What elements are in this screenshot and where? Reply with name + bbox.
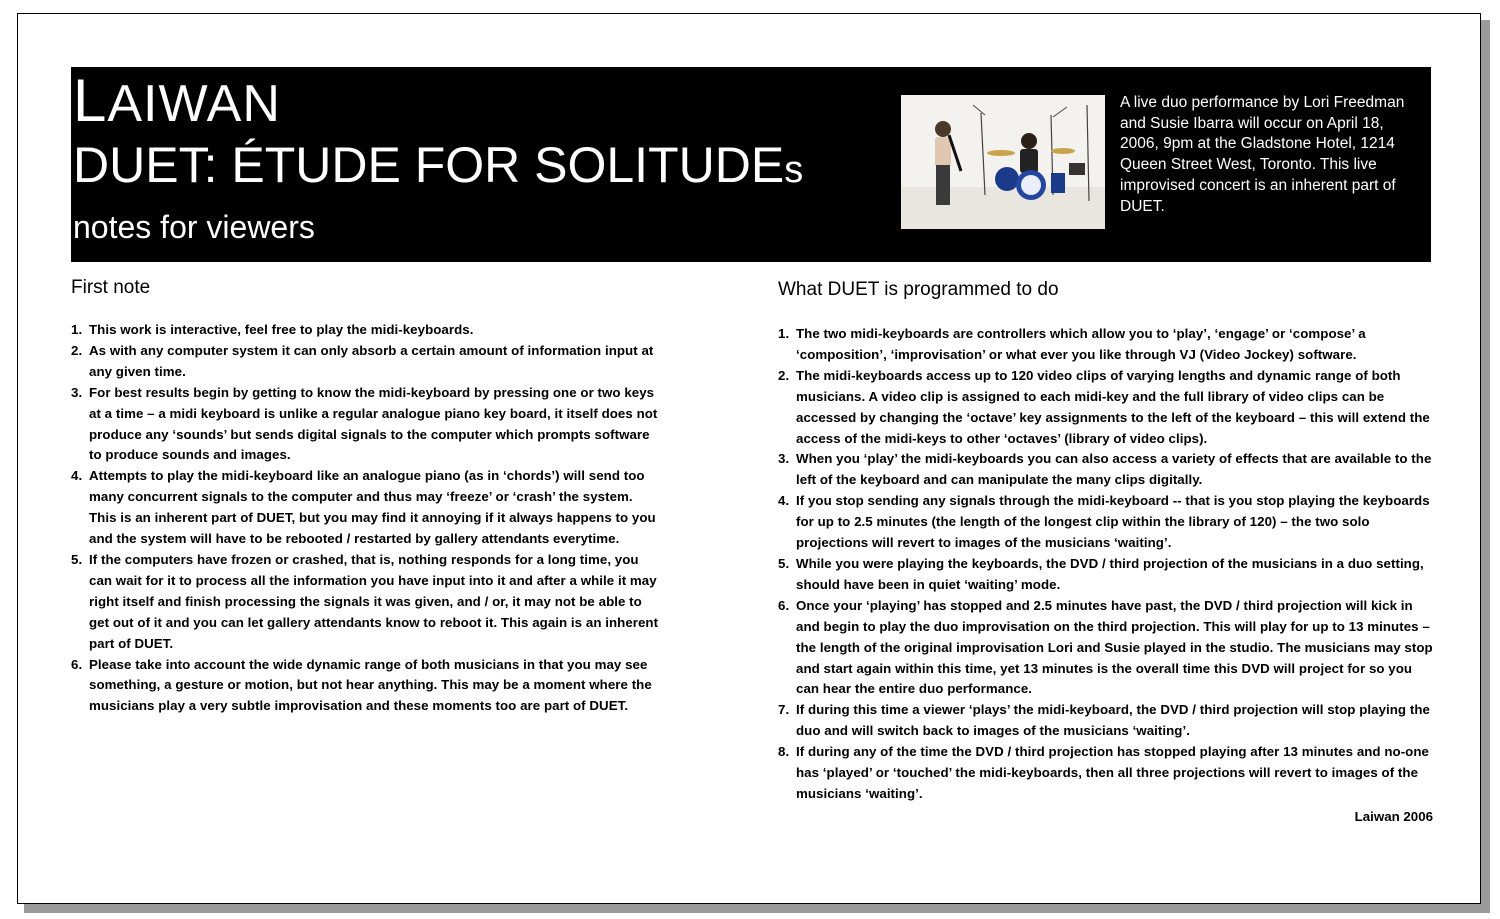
programmed-list [778, 324, 1433, 805]
list-item-text: If during any of the time the DVD / third projection has stopped playing after 13 minutes and no-one has ‘played’ or ‘touched’ the midi-keyboards, then all three projections will revert to images of the musicians ‘waiting’. [796, 744, 1429, 801]
list-item-number: 6. [778, 597, 790, 613]
list-item [71, 383, 661, 467]
musicians-photo [901, 95, 1105, 229]
list-item-text: If you stop sending any signals through the midi-keyboard -- that is you stop playing the keyboards for up to 2.5 minutes (the length of the longest clip within the library of 120) – the two solo projections will revert to images of the musicians ‘waiting’. [796, 493, 1430, 551]
list-item-number: 4. [778, 493, 790, 509]
first-note-list [71, 320, 661, 717]
list-item [71, 655, 661, 718]
first-note-heading: First note [71, 277, 151, 298]
list-item [71, 320, 661, 341]
list-item-number: 5. [71, 551, 83, 567]
list-item [778, 449, 1433, 491]
programmed-heading: What DUET is programmed to do [778, 279, 1059, 300]
list-item-number: 2. [71, 342, 83, 358]
list-item-text: Attempts to play the midi-keyboard like an analogue piano (as in ‘chords’) will send too many concurrent signals to the computer and thus may ‘freeze’ or ‘crash’ the system. This is an inherent part of DUET, but you may find it annoying if it always happens to you and the system will have to be rebooted / restarted by gallery attendants everytime. [89, 468, 656, 547]
list-item-number: 1. [778, 326, 790, 341]
signoff: Laiwan 2006 [1354, 808, 1433, 824]
list-item [71, 550, 661, 655]
list-item-text: The midi-keyboards access up to 120 video clips of varying lengths and dynamic range of both musicians. A video clip is assigned to each midi-key and the full library of video clips can be accessed by changing the ‘octave’ key assignments to the left of the keyboard – this will extend the access of the midi-keys to other ‘octaves’ (library of video clips). [796, 367, 1430, 446]
list-item [778, 324, 1433, 366]
list-item-text: For best results begin by getting to know the midi-keyboard by pressing one or two keys at a time – a midi keyboard is unlike a regular analogue piano key board, it itself does not produce any ‘sounds’ but sends digital signals to the computer which prompts software to produce sounds and images. [89, 384, 658, 463]
list-item-number: 3. [71, 384, 83, 400]
list-item-text: Please take into account the wide dynamic range of both musicians in that you may see something, a gesture or motion, but not hear anything. This may be a moment where the musicians play a very subtle improvisation and these moments too are part of DUET. [89, 656, 652, 714]
first-note-section [71, 276, 661, 717]
list-item [71, 466, 661, 550]
list-item-number: 4. [71, 468, 83, 484]
work-title-main: DUET: ÉTUDE FOR SOLITUDE [73, 137, 785, 193]
list-item-number: 7. [778, 702, 790, 718]
list-item [778, 491, 1433, 554]
work-title-suffix: s [784, 149, 804, 191]
musicians-photo-illustration [901, 95, 1105, 229]
list-item [71, 341, 661, 383]
list-item-text: If the computers have frozen or crashed, that is, nothing responds for a long time, you can wait for it to process all the information you have input into it and after a while it may right itself and finish processing the signals it was given, and / or, it may not be able to get out of it and you can let gallery attendants know to reboot it. This again is an inherent part of DUET. [89, 551, 659, 651]
list-item-number: 2. [778, 367, 790, 383]
list-item-text: Once your ‘playing’ has stopped and 2.5 minutes have past, the DVD / third projection will kick in and begin to play the duo improvisation on the third projection. This will play for up to 13 minutes – the length of the original improvisation Lori and Susie played in the studio. The musicians may stop and start again within this time, yet 13 minutes is the overall time this DVD will project for so you can hear the entire duo performance. [796, 597, 1433, 697]
list-item-number: 5. [778, 555, 790, 571]
work-title [73, 135, 803, 200]
list-item-number: 8. [778, 744, 790, 760]
subtitle: notes for viewers [73, 209, 315, 245]
list-item [778, 596, 1433, 701]
list-item [778, 554, 1433, 596]
list-item-number: 6. [71, 656, 83, 672]
list-item-number: 3. [778, 451, 790, 467]
document-page [17, 13, 1481, 904]
list-item-text: While you were playing the keyboards, the DVD / third projection of the musicians in a duo setting, should have been in quiet ‘waiting’ mode. [796, 555, 1424, 592]
list-item-number: 1. [71, 322, 83, 337]
list-item-text: This work is interactive, feel free to play the midi-keyboards. [89, 322, 474, 337]
list-item [778, 366, 1433, 450]
list-item-text: The two midi-keyboards are controllers which allow you to ‘play’, ‘engage’ or ‘compose’ a ‘composition’, ‘improvisation’ or what ever you like through VJ (Video Jockey) software. [796, 326, 1366, 362]
artist-name [73, 67, 281, 134]
performance-blurb: A live duo performance by Lori Freedman and Susie Ibarra will occur on April 18, 2006, 9pm at the Gladstone Hotel, 1214 Queen Street West, Toronto. This live improvised concert is an inherent part of DUET. [1120, 94, 1405, 215]
artist-rest: AIWAN [107, 75, 281, 133]
list-item-text: If during this time a viewer ‘plays’ the midi-keyboard, the DVD / third projection will stop playing the duo and will switch back to images of the musicians ‘waiting’. [796, 702, 1430, 739]
programmed-section [778, 276, 1433, 824]
list-item-text: When you ‘play’ the midi-keyboards you can also access a variety of effects that are available to the left of the keyboard and can manipulate the many clips digitally. [796, 451, 1432, 488]
list-item-text: As with any computer system it can only absorb a certain amount of information input at any given time. [89, 342, 654, 379]
header-banner [71, 67, 1431, 262]
artist-initial: L [73, 67, 108, 134]
list-item [778, 700, 1433, 742]
list-item [778, 742, 1433, 805]
